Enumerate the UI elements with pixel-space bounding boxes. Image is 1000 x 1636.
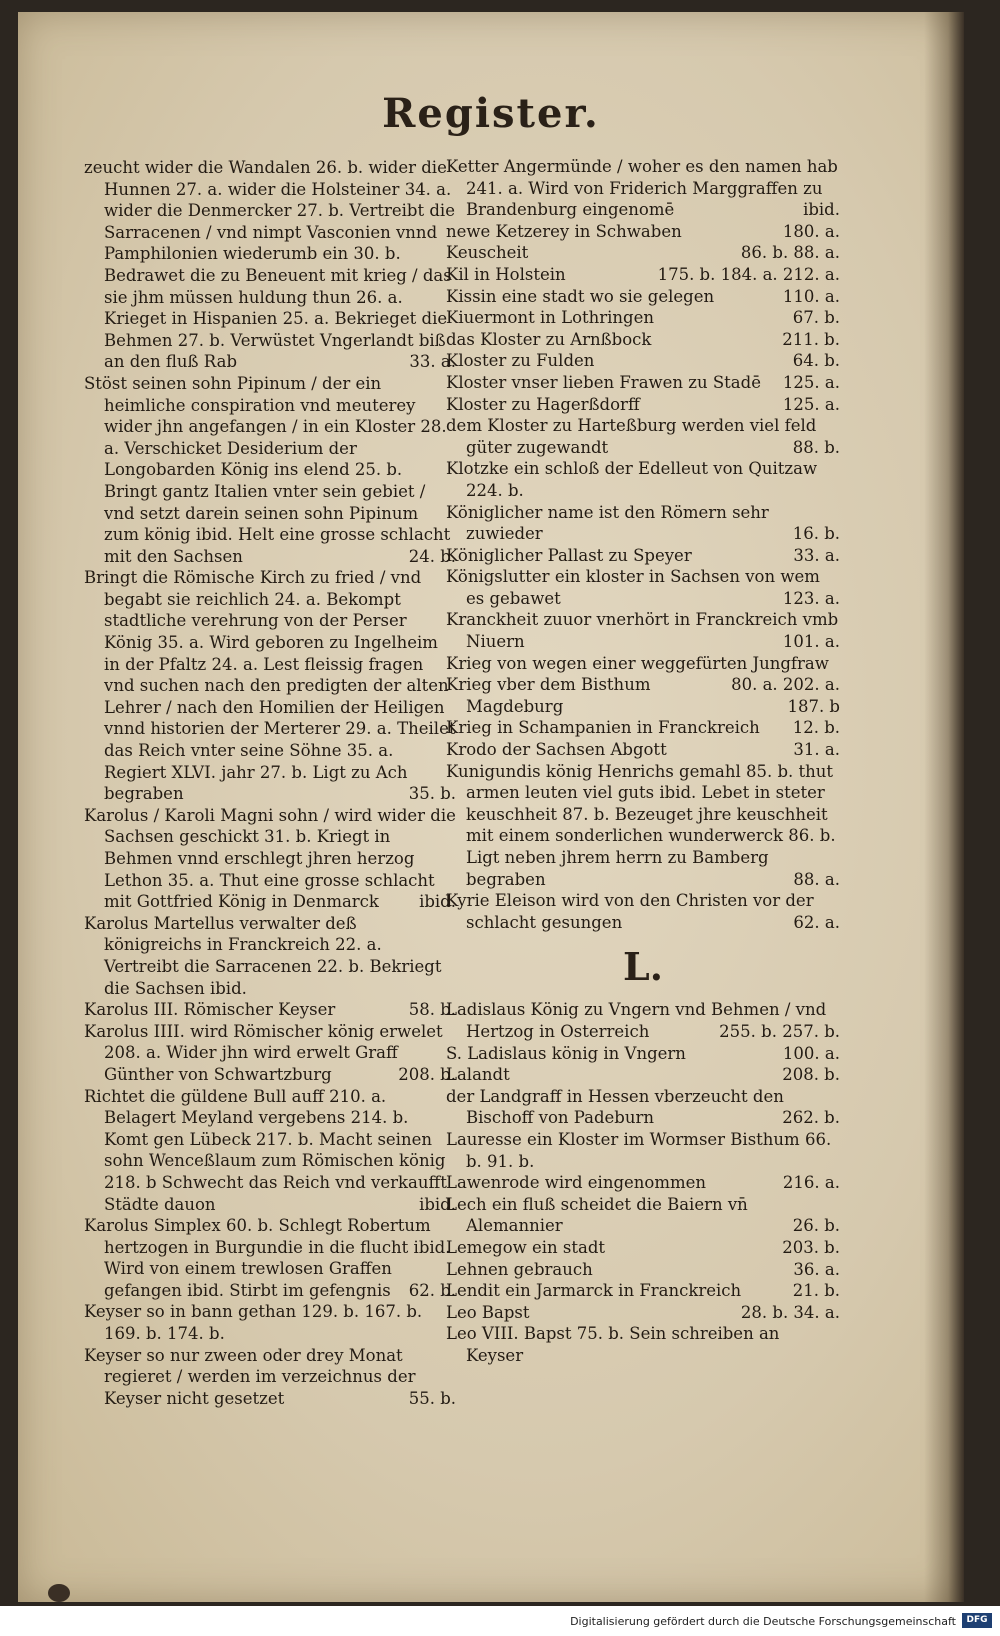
entry-ref: 208. b. xyxy=(398,1064,456,1084)
index-entry xyxy=(446,1129,840,1172)
entry-ref: ibid. xyxy=(803,200,840,220)
page-title: Register. xyxy=(382,90,600,137)
index-entry xyxy=(84,1086,456,1216)
entry-text: Königslutter ein kloster in Sachsen von wem es gebawet xyxy=(446,567,820,608)
entry-text: newe Ketzerey in Schwaben xyxy=(446,221,682,241)
entry-ref: 187. b xyxy=(787,696,840,716)
right-column xyxy=(446,156,840,1366)
entry-text: Königlicher Pallast zu Speyer xyxy=(446,545,692,565)
entry-ref: 64. b. xyxy=(792,351,840,371)
section-letter-heading: L. xyxy=(623,944,663,990)
entry-ref: 100. a. xyxy=(782,1043,840,1063)
entry-text: Lalandt xyxy=(446,1065,510,1085)
index-entry xyxy=(446,1259,840,1281)
entry-text: S. Ladislaus könig in Vngern xyxy=(446,1043,686,1063)
entry-text: zeucht wider die Wandalen 26. b. wider die Hunnen 27. a. wider die Holsteiner 34. a. wider die Denmercker 27. b. Vertreibt die Sarracenen / vnd nimpt Vasconien vnnd Pamphilonien wiederumb ein 30. b. Bedrawet die zu Beneuent mit krieg / das sie jhm müssen huldung thun 26. a. Krieget in Hispanien 25. a. Bekrieget die Behmen 27. b. Verwüstet Vngerlandt biß an den fluß Rab xyxy=(84,158,455,372)
index-entry xyxy=(446,609,840,652)
entry-ref: 216. a. xyxy=(782,1173,840,1193)
entry-text: Keyser so nur zween oder drey Monat regieret / werden im verzeichnus der Keyser nicht gesetzet xyxy=(84,1345,416,1408)
index-entry xyxy=(84,567,456,805)
index-entry xyxy=(446,156,840,221)
index-entry xyxy=(84,913,456,999)
entry-ref: 208. b. xyxy=(782,1065,840,1085)
entry-text: Lawenrode wird eingenommen xyxy=(446,1173,707,1193)
entry-ref: 16. b. xyxy=(792,524,840,544)
entry-text: Lendit ein Jarmarck in Franckreich xyxy=(446,1281,742,1301)
entry-text: Klotzke ein schloß der Edelleut von Quitzaw 224. b. xyxy=(446,459,818,500)
entry-ref: ibid. xyxy=(419,892,456,912)
index-entry xyxy=(446,372,840,394)
index-entry xyxy=(446,653,840,695)
entry-ref: 12. b. xyxy=(792,718,840,738)
entry-text: Lehnen gebrauch xyxy=(446,1259,593,1279)
entry-ref: 28. b. 34. a. xyxy=(740,1302,840,1322)
entry-ref: 180. a. xyxy=(782,221,840,241)
index-entry xyxy=(446,1043,840,1065)
index-entry xyxy=(446,502,840,545)
entry-text: Kiuermont in Lothringen xyxy=(446,308,655,328)
entry-ref: 88. a. xyxy=(793,869,840,889)
index-entry xyxy=(84,373,456,567)
entry-text: Kloster vnser lieben Frawen zu Stadē xyxy=(446,372,761,392)
entry-ref: 67. b. xyxy=(792,308,840,328)
entry-ref: 24. b. xyxy=(408,546,456,566)
entry-ref: 62. a. xyxy=(793,912,840,932)
index-entry xyxy=(84,157,456,373)
entry-text: Kloster zu Fulden xyxy=(446,351,595,371)
entry-ref: 33. a. xyxy=(409,352,456,372)
entry-ref: 262. b. xyxy=(782,1108,840,1128)
entry-ref: 62. b. xyxy=(408,1280,456,1300)
index-entry xyxy=(446,717,840,739)
index-entry xyxy=(446,566,840,609)
entry-text: Krieg in Schampanien in Franckreich xyxy=(446,718,760,738)
index-entry xyxy=(446,415,840,458)
entry-ref: 33. a. xyxy=(793,545,840,565)
entry-text: Lauresse ein Kloster im Wormser Bisthum 66. b. 91. b. xyxy=(446,1129,832,1171)
entry-ref: 21. b. xyxy=(792,1281,840,1301)
entry-text: Kissin eine stadt wo sie gelegen xyxy=(446,286,715,306)
entry-ref: 36. a. xyxy=(793,1259,840,1279)
index-entry xyxy=(446,1086,840,1129)
entry-ref: 88. b. xyxy=(792,437,840,457)
index-entry xyxy=(446,264,840,286)
index-entry xyxy=(446,1194,840,1237)
index-entry xyxy=(446,1302,840,1324)
entry-text: Bringt die Römische Kirch zu fried / vnd begabt sie reichlich 24. a. Bekompt stadtliche verehrung von der Perser König 35. a. Wird geboren zu Ingelheim in der Pfaltz 24. a. Lest fleissig fragen vnd suchen nach den predigten der alten Lehrer / nach den Homilien der Heiligen vnnd historien der Merterer 29. a. Theilet das Reich vnter seine Söhne 35. a. Regiert XLVI. jahr 27. b. Ligt zu Ach begraben xyxy=(84,568,456,804)
index-entry xyxy=(446,350,840,372)
entry-ref: 175. b. 184. a. 212. a. xyxy=(657,264,840,284)
entry-text: Karolus Simplex 60. b. Schlegt Robertum hertzogen in Burgundie in die flucht ibid. Wird von einem trewlosen Graffen gefangen ibid. Stirbt im gefengnis xyxy=(84,1216,451,1300)
entry-text: Richtet die güldene Bull auff 210. a. Belagert Meyland vergebens 214. b. Komt gen Lübeck 217. b. Macht seinen sohn Wenceßlaum zum Römischen könig 218. b Schwecht das Reich vnd verkaufft Städte dauon xyxy=(84,1086,447,1214)
index-entry xyxy=(446,458,840,501)
entry-text: Kil in Holstein xyxy=(446,264,566,284)
entry-text: Stöst seinen sohn Pipinum / der ein heimliche conspiration vnd meuterey wider jhn angefangen / in ein Kloster 28. a. Verschicket Desiderium der Longobarden König ins elend 25. b. Bringt gantz Italien vnter sein gebiet / vnd setzt darein seinen sohn Pipinum zum könig ibid. Helt eine grosse schlacht mit den Sachsen xyxy=(84,373,451,566)
entry-ref: 125. a. xyxy=(782,394,840,414)
book-page xyxy=(18,12,964,1602)
entry-text: Lech ein fluß scheidet die Baiern vn̄ Alemannier xyxy=(446,1194,748,1236)
entry-text: Kloster zu Hagerßdorff xyxy=(446,394,640,414)
dfg-logo: DFG xyxy=(962,1613,992,1628)
index-entry xyxy=(446,1172,840,1194)
entry-ref: 31. a. xyxy=(793,740,840,760)
entry-text: das Kloster zu Arnßbock xyxy=(446,329,652,349)
entry-text: Ketter Angermünde / woher es den namen hab 241. a. Wird von Friderich Marggraffen zu Brandenburg eingenomē xyxy=(446,157,838,220)
entry-text: Leo Bapst xyxy=(446,1302,530,1322)
ink-stain xyxy=(48,1584,70,1602)
index-entry xyxy=(446,761,840,891)
entry-text: Ladislaus König zu Vngern vnd Behmen / vnd Hertzog in Osterreich xyxy=(446,1000,827,1041)
index-entry xyxy=(84,999,456,1021)
entry-text: dem Kloster zu Harteßburg werden viel feld güter zugewandt xyxy=(446,416,817,457)
index-entry xyxy=(84,805,456,913)
entry-ref: 86. b. 88. a. xyxy=(740,243,840,263)
entry-ref: 35. b. xyxy=(408,784,456,804)
entry-ref: 58. b. xyxy=(408,1000,456,1020)
index-entry xyxy=(446,307,840,329)
index-entry xyxy=(446,545,840,567)
index-entry xyxy=(446,739,840,761)
entry-ref: 110. a. xyxy=(782,286,840,306)
entry-ref: 211. b. xyxy=(782,329,840,349)
index-entry xyxy=(446,999,840,1042)
entry-ref: 123. a. xyxy=(782,588,840,608)
entry-text: Keuscheit xyxy=(446,243,529,263)
entry-ref: 101. a. xyxy=(782,632,840,652)
entry-text: Karolus / Karoli Magni sohn / wird wider die Sachsen geschickt 31. b. Kriegt in Behmen vnnd erschlegt jhren herzog Lethon 35. a. Thut eine grosse schlacht mit Gottfried König in Denmarck xyxy=(84,805,456,912)
entry-text: Krodo der Sachsen Abgott xyxy=(446,740,667,760)
index-entry xyxy=(84,1021,456,1086)
entry-text: Kyrie Eleison wird von den Christen vor der schlacht gesungen xyxy=(446,891,814,932)
entry-ref: 80. a. 202. a. xyxy=(731,675,840,695)
index-entry xyxy=(446,329,840,351)
entry-text: Kranckheit zuuor vnerhört in Franckreich vmb Niuern xyxy=(446,610,839,652)
index-entry xyxy=(446,1280,840,1302)
entry-text: Keyser so in bann gethan 129. b. 167. b. 169. b. 174. b. xyxy=(84,1302,423,1344)
entry-ref: 255. b. 257. b. xyxy=(719,1021,840,1041)
index-entry xyxy=(446,1237,840,1259)
entry-text: Karolus III. Römischer Keyser xyxy=(84,1000,336,1020)
entry-ref: 203. b. xyxy=(782,1237,840,1257)
entry-text: Königlicher name ist den Römern sehr zuwieder xyxy=(446,502,769,544)
index-entry xyxy=(84,1301,456,1344)
entry-ref: 26. b. xyxy=(792,1216,840,1236)
digitization-footer xyxy=(0,1606,1000,1636)
page-spine-shadow xyxy=(924,12,964,1602)
index-entry xyxy=(446,1323,840,1366)
entry-text: der Landgraff in Hessen vberzeucht den Bischoff von Padeburn xyxy=(446,1086,784,1128)
entry-text: Leo VIII. Bapst 75. b. Sein schreiben an Keyser xyxy=(446,1324,780,1365)
index-entry xyxy=(446,242,840,264)
entry-text: Krieg vber dem Bisthum Magdeburg xyxy=(446,675,651,716)
footer-text: Digitalisierung gefördert durch die Deutsche Forschungsgemeinschaft xyxy=(570,1615,956,1628)
entry-ref: ibid. xyxy=(419,1194,456,1214)
entry-text: Karolus Martellus verwalter deß königreichs in Franckreich 22. a. Vertreibt die Sarracenen 22. b. Bekriegt die Sachsen ibid. xyxy=(84,913,442,998)
index-entry xyxy=(446,1064,840,1086)
entry-text: Karolus IIII. wird Römischer könig erwelet 208. a. Wider jhn wird erwelt Graff Günther von Schwartzburg xyxy=(84,1021,443,1084)
index-entry xyxy=(84,1345,456,1410)
entry-text: Krieg von wegen einer weggefürten Jungfraw xyxy=(446,653,829,673)
left-column xyxy=(84,157,456,1409)
entry-text: Kunigundis könig Henrichs gemahl 85. b. thut armen leuten viel guts ibid. Lebet in steter keuschheit 87. b. Bezeuget jhre keuschheit mit einem sonderlichen wunderwerck 86. b. Ligt neben jhrem herrn zu Bamberg begraben xyxy=(446,761,836,889)
entry-text: Lemegow ein stadt xyxy=(446,1237,606,1257)
entry-ref: 125. a. xyxy=(782,372,840,392)
index-entry xyxy=(446,286,840,308)
entry-ref: 55. b. xyxy=(408,1388,456,1408)
index-entry xyxy=(446,394,840,416)
index-entry xyxy=(84,1215,456,1301)
index-entry xyxy=(446,890,840,933)
index-entry xyxy=(446,221,840,243)
